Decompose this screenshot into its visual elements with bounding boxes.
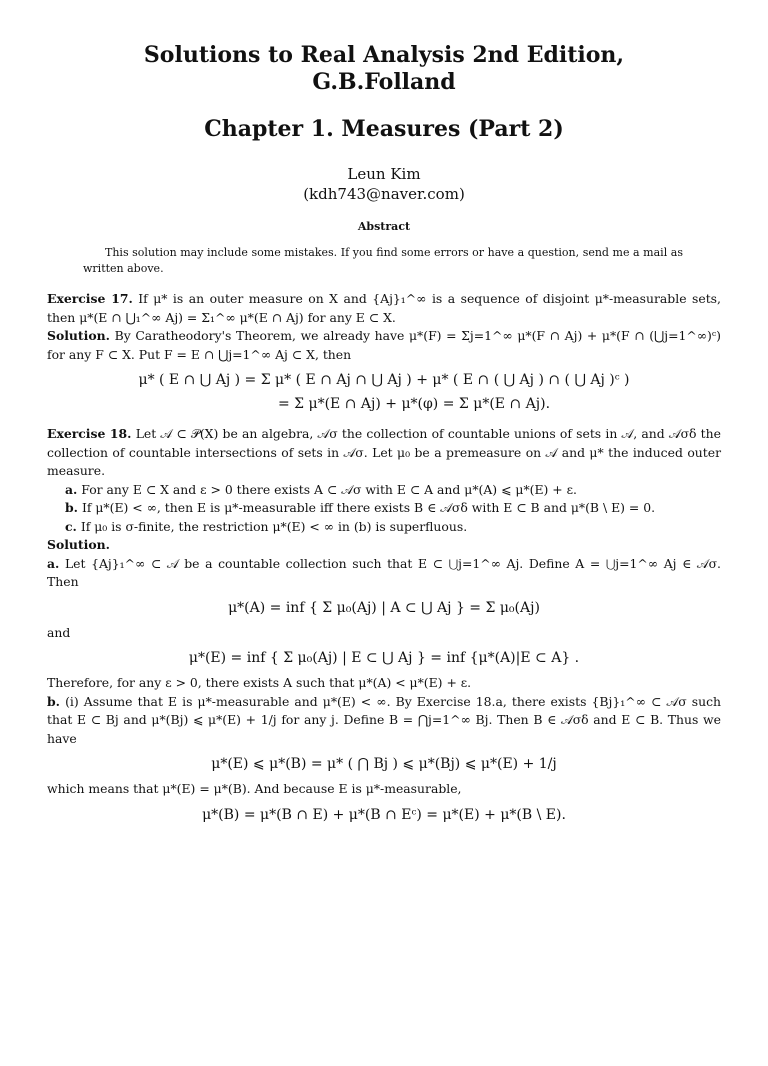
solution-b-label: b. bbox=[47, 693, 60, 709]
equation-6: μ*(B) = μ*(B ∩ E) + μ*(B ∩ Eᶜ) = μ*(E) + μ*(B \ E). bbox=[202, 806, 566, 823]
chapter-title: Chapter 1. Measures (Part 2) bbox=[204, 116, 564, 142]
equation-3: μ*(A) = inf { Σ μ₀(Aj) | A ⊂ ⋃ Aj } = Σ μ₀(Aj) bbox=[228, 599, 540, 616]
exercise-17 bbox=[47, 290, 721, 327]
document-title bbox=[47, 42, 721, 96]
part-a-label: a. bbox=[65, 481, 78, 497]
equation-4: μ*(E) = inf { Σ μ₀(Aj) | E ⊂ ⋃ Aj } = inf {μ*(A)|E ⊂ A} . bbox=[188, 650, 580, 666]
equation-2: = Σ μ*(E ∩ Aj) + μ*(φ) = Σ μ*(E ∩ Aj). bbox=[277, 396, 551, 412]
equation-5: μ*(E) ⩽ μ*(B) = μ* ( ⋂ Bj ) ⩽ μ*(Bj) ⩽ μ*(E) + 1/j bbox=[211, 756, 557, 772]
author-block bbox=[47, 164, 721, 204]
title-line-2: G.B.Folland bbox=[312, 69, 456, 95]
solution-18-a bbox=[47, 555, 721, 592]
abstract-text: This solution may include some mistakes. If you find some errors or have a question, send me a mail as written above. bbox=[83, 246, 683, 275]
abstract-heading: Abstract bbox=[357, 220, 411, 233]
part-a-text: For any E ⊂ X and ε > 0 there exists A ⊂ 𝒜σ with E ⊂ A and μ*(A) ⩽ μ*(E) + ε. bbox=[81, 481, 577, 497]
author-name: Leun Kim bbox=[347, 165, 421, 183]
exercise-17-statement: If μ* is an outer measure on X and {Aj}₁^∞ is a sequence of disjoint μ*-measurable sets, then μ*(E ∩ ⋃₁^∞ Aj) = Σ₁^∞ μ*(E ∩ Aj) for any E ⊂ X. bbox=[47, 291, 721, 325]
title-line-1: Solutions to Real Analysis 2nd Edition, bbox=[143, 42, 625, 68]
exercise-18-label: Exercise 18. bbox=[47, 426, 132, 441]
part-b-text: If μ*(E) < ∞, then E is μ*-measurable iff there exists B ∈ 𝒜σδ with E ⊂ B and μ*(B \ E) = 0. bbox=[81, 500, 656, 515]
and-text: and bbox=[47, 624, 71, 640]
exercise-18-part-b bbox=[47, 499, 721, 518]
solution-18-b bbox=[47, 693, 721, 749]
exercise-17-solution bbox=[47, 327, 721, 364]
solution-a-text: Let {Aj}₁^∞ ⊂ 𝒜 be a countable collection such that E ⊂ ⋃j=1^∞ Aj. Define A = ⋃j=1^∞ Aj ∈ 𝒜σ. Then bbox=[47, 555, 721, 589]
solution-17-label: Solution. bbox=[47, 328, 110, 343]
part-c-label: c. bbox=[65, 518, 77, 534]
exercise-18-part-c bbox=[47, 518, 721, 537]
therefore-text: Therefore, for any ε > 0, there exists A such that μ*(A) < μ*(E) + ε. bbox=[47, 675, 472, 690]
exercise-17-label: Exercise 17. bbox=[47, 291, 133, 306]
solution-a-label: a. bbox=[47, 555, 60, 571]
equation-1: μ* ( E ∩ ⋃ Aj ) = Σ μ* ( E ∩ Aj ∩ ⋃ Aj ) + μ* ( E ∩ ( ⋃ Aj ) ∩ ( ⋃ Aj )ᶜ ) bbox=[138, 372, 630, 388]
part-b-label: b. bbox=[65, 500, 78, 515]
exercise-18 bbox=[47, 425, 721, 481]
solution-18-heading bbox=[47, 536, 721, 555]
which-text: which means that μ*(E) = μ*(B). And because E is μ*-measurable, bbox=[47, 781, 462, 796]
solution-18-label: Solution. bbox=[47, 537, 110, 552]
author-email: (kdh743@naver.com) bbox=[303, 185, 465, 203]
exercise-18-part-a bbox=[47, 481, 721, 500]
solution-b-text: (i) Assume that E is μ*-measurable and μ*(E) < ∞. By Exercise 18.a, there exists {Bj}₁^∞ ⊂ 𝒜σ such that E ⊂ Bj and μ*(Bj) ⩽ μ*(E) + 1/j for any j. Define B = ⋂j=1^∞ Bj. Then B ∈ 𝒜σδ and E ⊂ B. Thus we have bbox=[47, 693, 721, 746]
exercise-18-statement: Let 𝒜 ⊂ 𝒫(X) be an algebra, 𝒜σ the collection of countable unions of sets in 𝒜, and 𝒜σδ the collection of countable intersections of sets in 𝒜σ. Let μ₀ be a premeasure on 𝒜 and μ* the induced outer measure. bbox=[47, 426, 721, 478]
solution-17-text: By Caratheodory's Theorem, we already have μ*(F) = Σj=1^∞ μ*(F ∩ Aj) + μ*(F ∩ (⋃j=1^∞)ᶜ) for any F ⊂ X. Put F = E ∩ ⋃j=1^∞ Aj ⊂ X, then bbox=[47, 328, 721, 362]
part-c-text: If μ₀ is σ-finite, the restriction μ*(E) < ∞ in (b) is superfluous. bbox=[80, 518, 468, 534]
document-page bbox=[0, 42, 768, 1066]
